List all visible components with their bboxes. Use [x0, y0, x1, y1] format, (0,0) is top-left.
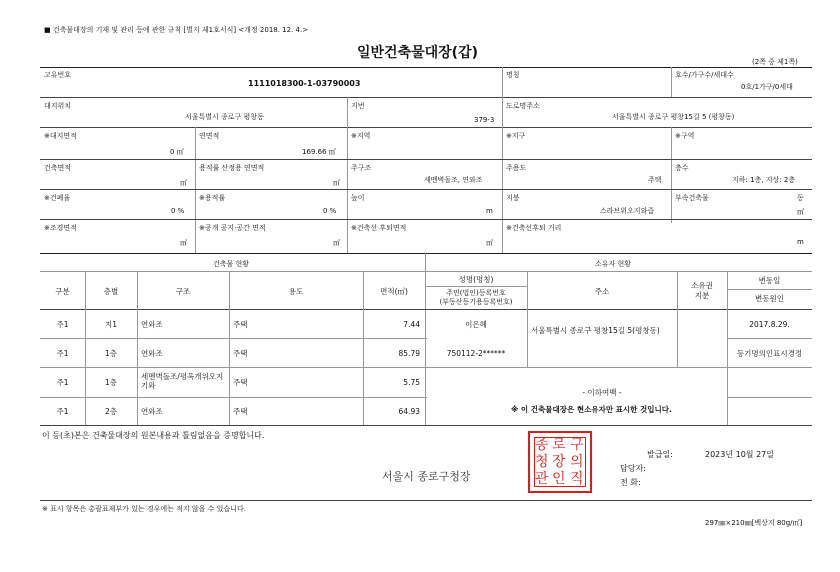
- floor-area-value: 169.66 ㎡: [302, 148, 336, 156]
- land-area-label: ※대지면적: [44, 132, 77, 140]
- road-label: 도로명주소: [506, 102, 540, 110]
- far-area-unit: ㎡: [333, 179, 340, 187]
- units-value: 0호/1가구/0세대: [741, 83, 793, 91]
- divider: [40, 309, 812, 310]
- row2-type: 주1: [56, 349, 69, 358]
- row4-structure: 연와조: [141, 407, 163, 416]
- setback-area-label: ※건축선 후퇴면적: [351, 224, 407, 232]
- divider: [671, 67, 672, 97]
- owner-address: 서울특별시 종로구 평창15길 5(평창동): [531, 326, 660, 335]
- height-unit: m: [486, 207, 493, 215]
- landscape-label: ※조경면적: [44, 224, 77, 232]
- divider: [40, 338, 427, 339]
- setback-area-unit: ㎡: [486, 239, 493, 247]
- divider: [347, 127, 348, 253]
- road-value: 서울특별시 종로구 평창15길 5 (평창동): [612, 113, 735, 121]
- open-space-unit: ㎡: [333, 239, 340, 247]
- floor-area-label: 연면적: [199, 132, 220, 140]
- area-label: ※구역: [675, 132, 695, 140]
- roof-label: 지붕: [506, 194, 520, 202]
- regulation-note: ■ 건축물대장의 기재 및 관리 등에 관한 규칙 [별지 제1호서식] <개정 2018. 12. 4.>: [44, 26, 309, 34]
- divider: [229, 271, 230, 425]
- row1-type: 주1: [56, 320, 69, 329]
- row2-structure: 연와조: [141, 349, 163, 358]
- owner-change-reason: 등기명의인표시경정: [736, 349, 803, 358]
- col-floor: 층별: [103, 287, 119, 296]
- name-label: 명칭: [506, 71, 520, 79]
- col-change-date: 변동일: [758, 276, 781, 285]
- divider: [727, 338, 812, 339]
- annex-label: 부속건축물: [675, 194, 709, 202]
- col-type: 구분: [55, 287, 70, 296]
- divider: [195, 127, 196, 253]
- bcr-value: 0 %: [171, 207, 185, 215]
- divider: [85, 271, 86, 425]
- main-structure-label: 주구조: [351, 164, 372, 172]
- main-structure-value: 세멘벽돌조, 연와조: [424, 176, 483, 184]
- main-use-label: 주용도: [506, 164, 527, 172]
- building-area-unit: ㎡: [180, 179, 187, 187]
- divider: [425, 286, 527, 287]
- unique-no-value: 1111018300-1-03790003: [248, 79, 361, 88]
- divider: [677, 271, 678, 367]
- col-area: 면적(㎡): [380, 287, 408, 296]
- divider: [40, 189, 812, 190]
- phone-label: 전 화:: [620, 478, 641, 487]
- annex-unit-count: 동: [797, 194, 804, 202]
- row3-structure: 세멘벽돌조/평옥개위오지기와: [141, 372, 224, 390]
- bcr-label: ※건폐율: [44, 194, 71, 202]
- owner-notice: ※ 이 건축물대장은 현소유자만 표시한 것입니다.: [511, 405, 672, 414]
- divider: [40, 219, 812, 220]
- col-structure: 구조: [175, 287, 191, 296]
- divider: [137, 271, 138, 425]
- divider: [40, 397, 427, 398]
- far-label: ※용적률: [199, 194, 226, 202]
- divider: [363, 271, 364, 425]
- far-area-label: 용적률 산정용 연면적: [199, 164, 265, 172]
- site-label: 대지위치: [44, 102, 72, 110]
- row2-floor: 1층: [104, 349, 118, 358]
- page-info: (2쪽 중 제1쪽): [752, 58, 798, 66]
- below-blank: - 이하여백 -: [582, 388, 622, 397]
- row3-use: 주택: [233, 378, 248, 387]
- row1-use: 주택: [233, 320, 248, 329]
- col-share: 소유권: [691, 281, 713, 290]
- row3-type: 주1: [56, 378, 69, 387]
- row3-area: 5.75: [403, 378, 420, 387]
- far-value: 0 %: [323, 207, 337, 215]
- owner-id: 750112-2******: [446, 349, 506, 358]
- main-use-value: 주택: [648, 176, 662, 184]
- open-space-label: ※공개 공지·공간 면적: [199, 224, 266, 232]
- col-owner-name: 성명(명칭): [458, 275, 494, 284]
- owner-change-date: 2017.8.29.: [749, 320, 790, 329]
- landscape-unit: ㎡: [180, 239, 187, 247]
- divider: [40, 97, 812, 98]
- col-address: 주소: [594, 287, 610, 296]
- divider: [727, 271, 728, 425]
- row1-area: 7.44: [403, 320, 420, 329]
- owner-name: 이은혜: [465, 320, 487, 329]
- divider: [40, 367, 812, 368]
- row2-use: 주택: [233, 349, 248, 358]
- height-label: 높이: [351, 194, 365, 202]
- floors-label: 층수: [675, 164, 689, 172]
- divider: [40, 253, 812, 254]
- setback-dist-label: ※건축선후퇴 거리: [506, 224, 562, 232]
- row4-type: 주1: [56, 407, 69, 416]
- units-label: 호수/가구수/세대수: [675, 71, 734, 79]
- divider: [40, 127, 812, 128]
- row1-structure: 연와조: [141, 320, 163, 329]
- unique-no-label: 고유번호: [44, 71, 72, 79]
- issue-date-label: 발급일:: [647, 450, 673, 459]
- col-owner-id: 주민(법인)등록번호: [446, 289, 506, 297]
- lot-value: 379-3: [474, 116, 495, 124]
- divider: [347, 97, 348, 127]
- col-share2: 지분: [694, 291, 710, 300]
- table-top-border: [40, 67, 812, 68]
- row3-floor: 1층: [104, 378, 118, 387]
- col-change-reason: 변동원인: [755, 294, 784, 303]
- annex-unit-area: ㎡: [797, 208, 804, 216]
- divider: [671, 127, 672, 223]
- divider: [502, 97, 503, 127]
- site-value: 서울특별시 종로구 평창동: [185, 113, 264, 121]
- issue-date: 2023년 10월 27일: [705, 450, 774, 459]
- row4-area: 64.93: [398, 407, 420, 416]
- paper-spec: 297㎜×210㎜[백상지 80g/㎡]: [705, 519, 803, 527]
- official-seal-icon: 종 로 구 청 장 의 관 인 직: [528, 431, 592, 493]
- setback-dist-unit: m: [797, 238, 804, 246]
- roof-value: 스라브위오지와즙: [600, 207, 655, 215]
- col-owner-id2: (부동산등기용등록번호): [439, 298, 513, 306]
- divider: [727, 289, 812, 290]
- divider: [40, 159, 812, 160]
- col-use: 용도: [288, 287, 304, 296]
- footer-note: ※ 표시 항목은 총괄표제부가 있는 경우에는 적지 않을 수 있습니다.: [42, 505, 246, 513]
- divider: [502, 127, 503, 253]
- lot-label: 지번: [351, 102, 365, 110]
- divider: [40, 425, 812, 426]
- certify-text: 이 등(초)본은 건축물대장의 원본내용과 틀림없음을 증명합니다.: [42, 431, 265, 440]
- building-area-label: 건축면적: [44, 164, 72, 172]
- row4-use: 주택: [233, 407, 248, 416]
- row2-area: 85.79: [398, 349, 420, 358]
- document-title: 일반건축물대장(갑): [357, 45, 478, 61]
- divider: [40, 500, 812, 501]
- divider: [527, 271, 528, 367]
- row1-floor: 지1: [104, 320, 118, 329]
- owner-status-label: 소유자 현황: [595, 260, 632, 268]
- zone-label: ※지역: [351, 132, 371, 140]
- land-area-value: 0 ㎡: [170, 148, 184, 156]
- staff-label: 담당자:: [620, 464, 646, 473]
- building-status-label: 건축물 현황: [213, 260, 250, 268]
- row4-floor: 2층: [104, 407, 118, 416]
- divider: [40, 271, 812, 272]
- district-label: ※지구: [506, 132, 526, 140]
- issuer-name: 서울시 종로구청장: [382, 470, 471, 483]
- divider: [502, 67, 503, 97]
- divider: [727, 397, 812, 398]
- floors-value: 지하: 1층, 지상: 2층: [732, 176, 796, 184]
